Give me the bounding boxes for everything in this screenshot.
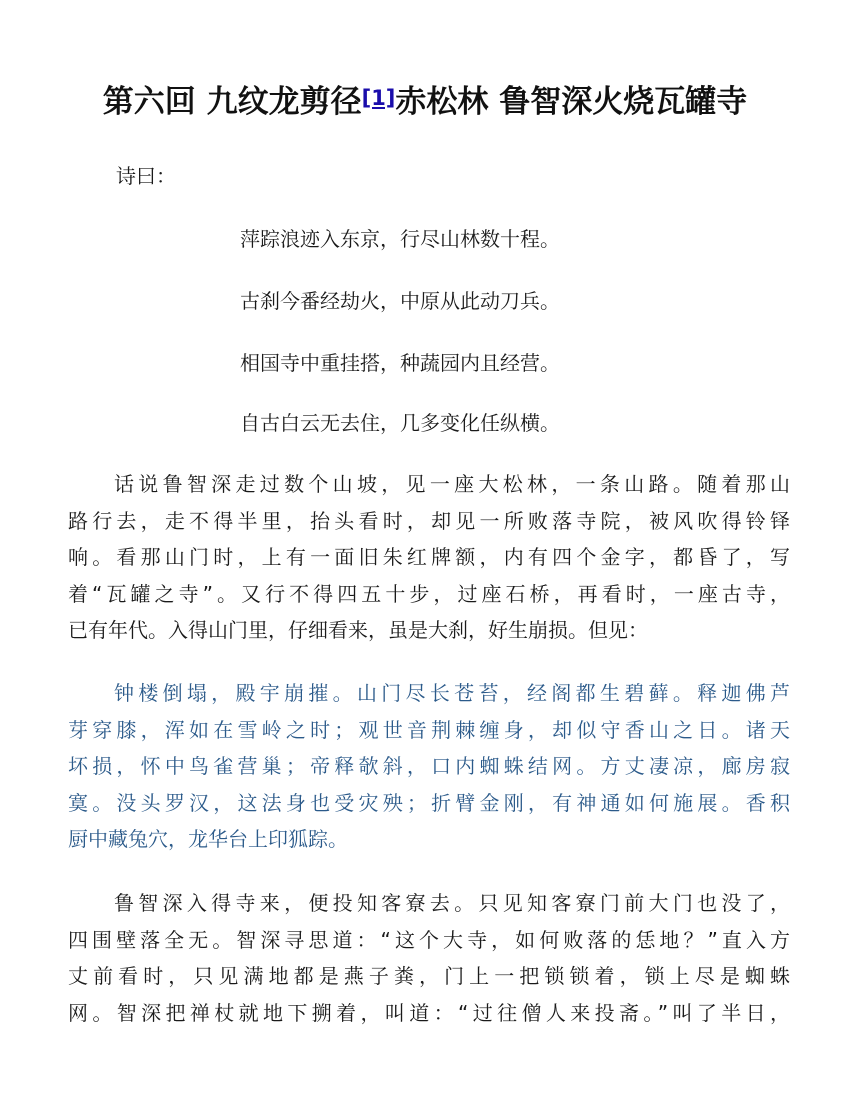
paragraph-2 (68, 885, 790, 1031)
poem-line-3: 相国寺中重挂搭，种蔬园内且经营。 (240, 351, 560, 375)
verse-line-2: 芽穿膝，浑如在雪岭之时；观世音荆棘缠身，却似守香山之日。诸天 (68, 717, 790, 742)
poem-intro: 诗曰： (116, 164, 176, 188)
paragraph-1 (68, 466, 790, 649)
paragraph-2-line-2: 四围壁落全无。智深寻思道：“这个大寺，如何败落的恁地？”直入方 (68, 927, 790, 952)
paragraph-1-line-5: 已有年代。入得山门里，仔细看来，虽是大刹，好生崩损。但见： (68, 618, 648, 642)
verse-block (68, 675, 790, 858)
paragraph-1-line-4: 着“瓦罐之寺”。又行不得四五十步，过座石桥，再看时，一座古寺， (68, 581, 790, 606)
verse-line-4: 寞。没头罗汉，这法身也受灾殃；折臂金刚，有神通如何施展。香积 (68, 790, 790, 815)
verse-line-1: 钟楼倒塌，殿宇崩摧。山门尽长苍苔，经阁都生碧藓。释迦佛芦 (114, 681, 790, 705)
verse-line-3: 坏损，怀中鸟雀营巢；帝释欹斜，口内蜘蛛结网。方丈凄凉，廊房寂 (68, 754, 790, 778)
poem-line-2: 古刹今番经劫火，中原从此动刀兵。 (240, 289, 560, 313)
verse-line-5: 厨中藏兔穴，龙华台上印狐踪。 (68, 827, 348, 851)
poem-line-4: 自古白云无去住，几多变化任纵横。 (240, 411, 560, 435)
footnote-link[interactable]: [1] (361, 85, 396, 110)
paragraph-2-line-3: 丈前看时，只见满地都是燕子粪，门上一把锁锁着，锁上尽是蜘蛛 (68, 964, 790, 988)
paragraph-1-line-1: 话说鲁智深走过数个山坡，见一座大松林，一条山路。随着那山 (114, 472, 790, 496)
poem-line-1: 萍踪浪迹入东京，行尽山林数十程。 (240, 227, 560, 251)
paragraph-2-line-1: 鲁智深入得寺来，便投知客寮去。只见知客寮门前大门也没了， (114, 891, 790, 915)
chapter-title (0, 74, 850, 130)
chapter-title-part-2: 赤松林 鲁智深火烧瓦罐寺 (395, 84, 748, 120)
chapter-title-part-1: 第六回 九纹龙剪径 (102, 84, 362, 120)
paragraph-1-line-2: 路行去，走不得半里，抬头看时，却见一所败落寺院，被风吹得铃铎 (68, 508, 790, 533)
paragraph-2-line-4: 网。智深把禅杖就地下搠着，叫道：“过往僧人来投斋。”叫了半日， (68, 1000, 790, 1025)
paragraph-1-line-3: 响。看那山门时，上有一面旧朱红牌额，内有四个金字，都昏了，写 (68, 545, 790, 569)
